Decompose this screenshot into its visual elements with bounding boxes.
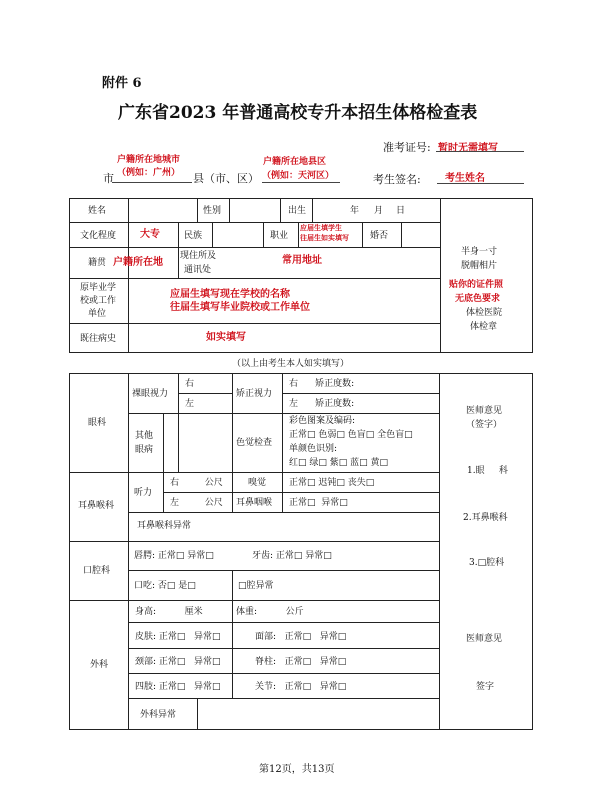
history-label: 既往病史 xyxy=(80,334,117,344)
photo-label3: 体检医院 xyxy=(466,308,503,318)
corrected-right: 右 矫正度数: xyxy=(289,379,355,389)
exam-no-note: 暂时无需填写 xyxy=(438,143,498,154)
sign-note: 考生姓名 xyxy=(445,173,485,184)
school-label2: 校或工作 xyxy=(80,296,117,306)
naked-vision-label: 裸眼视力 xyxy=(132,389,169,399)
other-eye-label1: 其他 xyxy=(135,431,154,441)
address-label2: 通讯处 xyxy=(184,265,212,275)
day-label: 日 xyxy=(396,206,406,216)
exam-no-label: 准考证号: xyxy=(383,141,431,154)
sign-underline xyxy=(437,183,524,184)
oral-abnormal-label: □腔异常 xyxy=(238,581,274,591)
stutter-options: 口吃: 否□ 是□ xyxy=(134,581,196,591)
naked-right: 右 xyxy=(185,379,195,389)
address-note: 常用地址 xyxy=(282,255,322,266)
face-options: 面部: 正常□ 异常□ xyxy=(255,632,347,642)
county-note2: （例如：天河区） xyxy=(262,171,335,181)
lips-options: 唇腭: 正常□ 异常□ xyxy=(134,551,214,561)
smell-options: 正常□ 迟钝□ 丧失□ xyxy=(289,478,375,488)
native-label: 籍贯 xyxy=(88,258,107,268)
color-line4: 红□ 绿□ 紫□ 蓝□ 黄□ xyxy=(289,458,388,468)
city-suffix: 市 xyxy=(103,172,114,185)
city-note1: 户籍所在地城市 xyxy=(117,155,181,165)
county-underline xyxy=(262,182,340,183)
teeth-options: 牙齿: 正常□ 异常□ xyxy=(252,551,332,561)
doctor-opinion-label: 医师意见 xyxy=(466,406,503,416)
annex-label: 附件 6 xyxy=(102,76,142,91)
height-field: 身高: 厘米 xyxy=(135,607,203,617)
photo-label1: 半身一寸 xyxy=(461,247,498,257)
limbs-options: 四肢: 正常□ 异常□ xyxy=(135,682,221,692)
smell-label: 嗅觉 xyxy=(248,478,267,488)
school-label3: 单位 xyxy=(88,309,107,319)
joints-options: 关节: 正常□ 异常□ xyxy=(255,682,347,692)
native-note: 户籍所在地 xyxy=(113,257,163,268)
ethnicity-label: 民族 xyxy=(184,231,203,241)
page-title: 广东省2023 年普通高校专升本招生体格检查表 xyxy=(118,103,478,123)
color-line3: 单颜色识别: xyxy=(289,444,338,454)
color-line2: 正常□ 色弱□ 色盲□ 全色盲□ xyxy=(289,430,413,440)
surgery-doctor-sign: 签字 xyxy=(476,682,495,692)
marriage-label: 婚否 xyxy=(370,231,389,241)
doctor-ent-sign: 2.耳鼻喉科 xyxy=(463,513,508,523)
naked-left: 左 xyxy=(185,399,195,409)
name-label: 姓名 xyxy=(88,206,107,216)
occupation-label: 职业 xyxy=(270,231,289,241)
month-label: 月 xyxy=(374,206,384,216)
address-label1: 现住所及 xyxy=(180,251,217,261)
surgery-section-label: 外科 xyxy=(90,660,109,670)
history-note: 如实填写 xyxy=(206,332,246,343)
school-note1: 应届生填写现在学校的名称 xyxy=(170,289,290,300)
doctor-oral-sign: 3.□腔科 xyxy=(469,558,505,568)
sign-label: 考生签名: xyxy=(373,173,421,186)
gender-label: 性别 xyxy=(203,206,222,216)
city-underline xyxy=(112,182,192,183)
surgery-abnormal-label: 外科异常 xyxy=(140,710,177,720)
self-fill-note: （以上由考生本人如实填写） xyxy=(232,359,350,369)
other-eye-label2: 眼病 xyxy=(135,445,154,455)
weight-field: 体重: 公斤 xyxy=(236,607,304,617)
throat-label: 耳鼻咽喉 xyxy=(236,498,273,508)
hearing-label: 听力 xyxy=(134,488,153,498)
corrected-left: 左 矫正度数: xyxy=(289,399,355,409)
occupation-note1: 应届生填学生 xyxy=(300,224,342,232)
corrected-vision-label: 矫正视力 xyxy=(236,389,273,399)
oral-section-label: 口腔科 xyxy=(83,566,111,576)
county-note1: 户籍所在地县区 xyxy=(263,157,327,167)
spine-options: 脊柱: 正常□ 异常□ xyxy=(255,657,347,667)
education-label: 文化程度 xyxy=(80,231,117,241)
photo-label4: 体检章 xyxy=(470,322,498,332)
hearing-right: 右 公尺 xyxy=(170,478,223,488)
occupation-note2: 往届生如实填写 xyxy=(300,234,349,242)
county-label: 县（市、区） xyxy=(193,172,259,185)
photo-note1: 贴你的证件照 xyxy=(449,280,504,290)
skin-options: 皮肤: 正常□ 异常□ xyxy=(135,632,221,642)
throat-options: 正常□ 异常□ xyxy=(289,498,348,508)
year-label: 年 xyxy=(350,206,360,216)
color-line1: 彩色图案及编码: xyxy=(289,416,356,426)
city-note2: （例如：广州） xyxy=(117,168,181,178)
birth-label: 出生 xyxy=(288,206,307,216)
neck-options: 颈部: 正常□ 异常□ xyxy=(135,657,221,667)
eye-section-label: 眼科 xyxy=(88,418,107,428)
surgery-doctor-opinion: 医师意见 xyxy=(466,634,503,644)
ent-abnormal-label: 耳鼻喉科异常 xyxy=(137,521,192,531)
doctor-sign-label: （签字） xyxy=(466,420,503,430)
doctor-eye-sign: 1.眼 科 xyxy=(467,466,508,476)
ent-section-label: 耳鼻喉科 xyxy=(78,501,115,511)
photo-label2: 脱帽相片 xyxy=(461,261,498,271)
education-note: 大专 xyxy=(140,229,160,240)
photo-note2: 无底色要求 xyxy=(455,294,501,304)
color-check-label: 色觉检查 xyxy=(236,438,273,448)
page-number: 第12页，共13页 xyxy=(259,764,335,775)
hearing-left: 左 公尺 xyxy=(170,498,223,508)
school-note2: 往届生填写毕业院校或工作单位 xyxy=(170,302,310,313)
school-label1: 原毕业学 xyxy=(80,283,117,293)
exam-no-underline xyxy=(436,151,524,152)
